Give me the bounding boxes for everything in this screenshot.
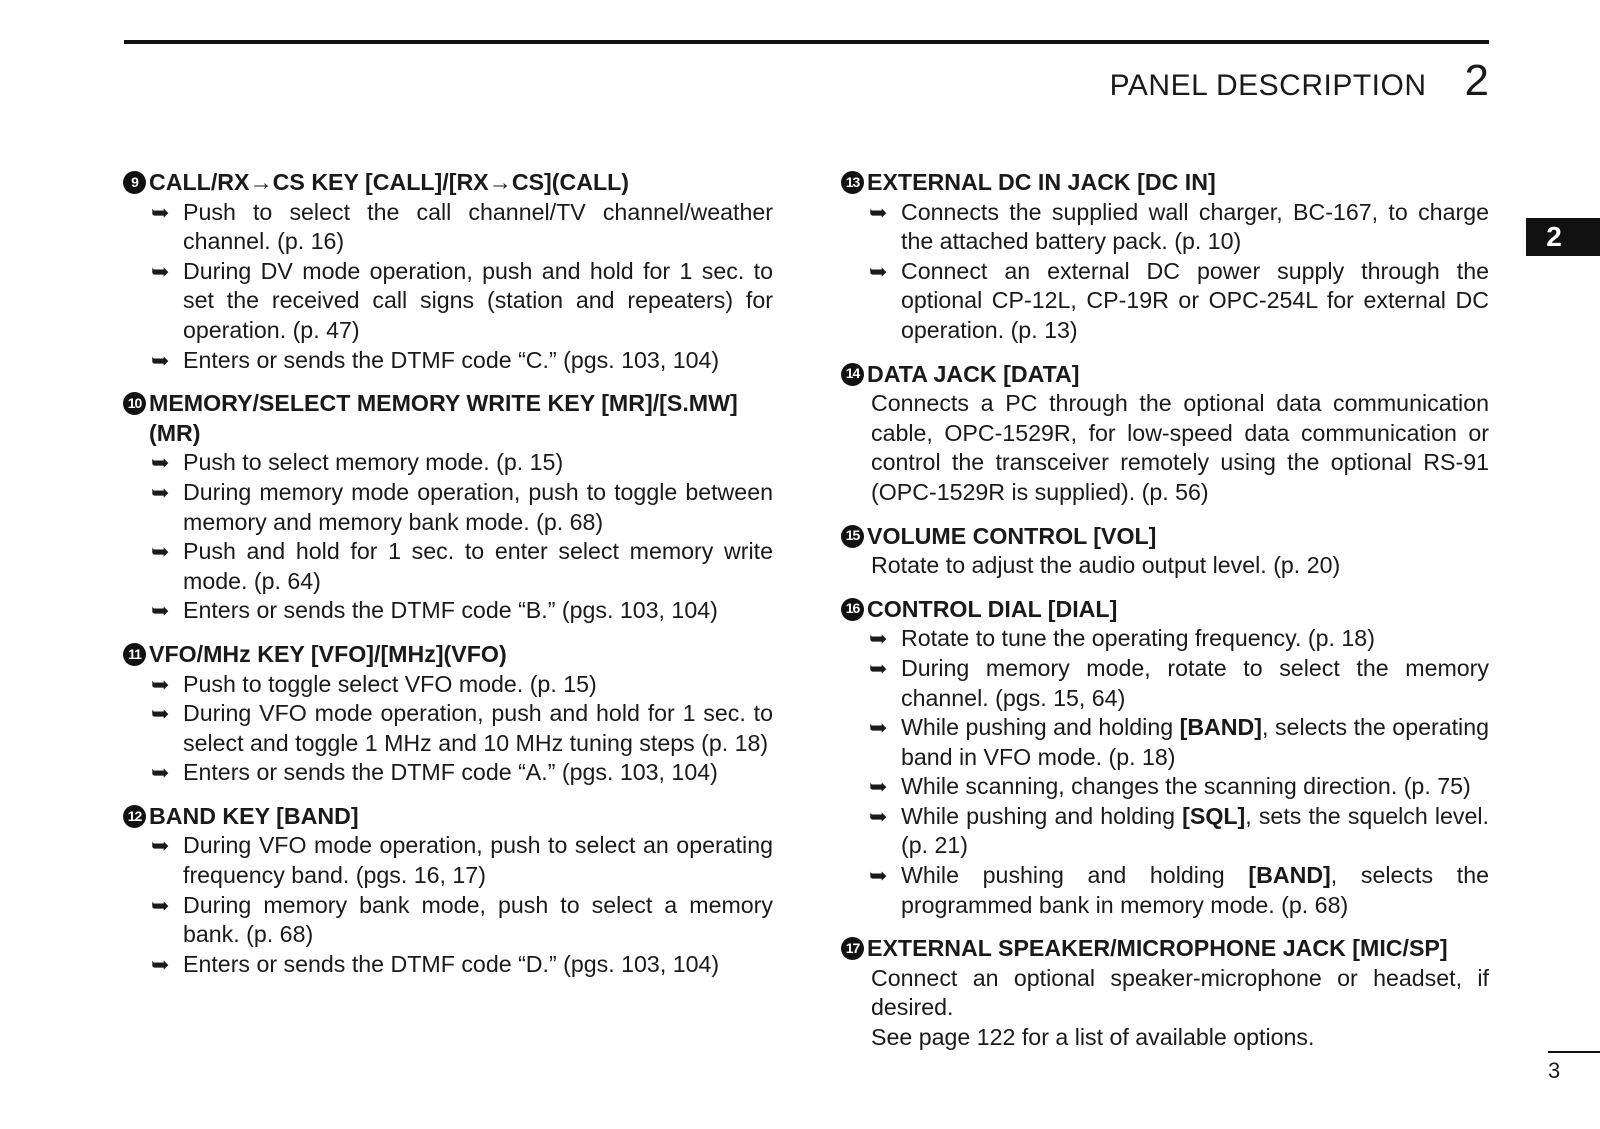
item-number-badge: 13	[841, 171, 864, 194]
bullet-item	[869, 861, 1489, 920]
right-arrow-icon: ➥	[151, 833, 170, 859]
body-paragraph: Rotate to adjust the audio output level. (p. 20)	[871, 552, 1341, 579]
section-heading	[123, 802, 773, 832]
bullet-item	[869, 802, 1489, 861]
section-13	[841, 168, 1489, 346]
right-arrow-icon: ➥	[151, 199, 170, 225]
right-arrow-icon: ➥	[151, 598, 170, 624]
right-column	[841, 168, 1489, 1067]
bullet-text	[901, 654, 1489, 713]
bullet-text: During VFO mode operation, push to select an operating frequency band. (pgs. 16, 17)	[183, 832, 773, 889]
bullet-text: Push to toggle select VFO mode. (p. 15)	[183, 670, 597, 697]
bullet-text: Enters or sends the DTMF code “C.” (pgs. 103, 104)	[183, 346, 720, 373]
right-arrow-icon: ➥	[151, 347, 170, 373]
right-arrow-icon: ➥	[869, 863, 888, 889]
right-arrow-icon: ➥	[151, 539, 170, 565]
left-column	[123, 168, 773, 993]
bullet-text: Enters or sends the DTMF code “B.” (pgs. 103, 104)	[183, 597, 718, 624]
section-heading	[841, 934, 1489, 964]
right-arrow-icon: ➥	[869, 774, 888, 800]
body-paragraph: Connects a PC through the optional data communication cable, OPC-1529R, for low-speed data communication or control the transceiver remotely using the optional RS-91 (OPC-1529R is supplied). (p. 56)	[871, 390, 1489, 505]
section-body	[841, 551, 1489, 581]
bullet-item	[869, 198, 1489, 257]
section-title: CONTROL DIAL [DIAL]	[867, 595, 1118, 622]
header-title: PANEL DESCRIPTION	[1109, 69, 1427, 102]
bullet-list	[841, 624, 1489, 920]
right-arrow-icon: ➥	[151, 892, 170, 918]
section-title: BAND KEY [BAND]	[149, 802, 359, 829]
section-title: VFO/MHz KEY [VFO]/[MHz](VFO)	[149, 640, 507, 667]
bullet-list	[123, 448, 773, 626]
section-title: DATA JACK [DATA]	[867, 360, 1080, 387]
page-number: 3	[1548, 1058, 1561, 1083]
bullet-text-part: Rotate to tune the operating frequency. (p. 18)	[901, 625, 1375, 652]
item-number-badge: 11	[123, 643, 146, 666]
right-arrow-icon: ➥	[869, 715, 888, 741]
bullet-text: Push to select memory mode. (p. 15)	[183, 449, 564, 476]
section-17	[841, 934, 1489, 1052]
right-arrow-icon: ➥	[151, 951, 170, 977]
bullet-text-part: , selects the operating band in VFO mode. (p. 18)	[901, 714, 1489, 770]
bullet-item	[151, 257, 773, 346]
item-number-badge: 17	[841, 937, 864, 960]
bullet-item	[151, 699, 773, 758]
bullet-item	[151, 596, 773, 626]
right-arrow-icon: ➥	[869, 655, 888, 681]
section-title: MEMORY/SELECT MEMORY WRITE KEY [MR]/[S.MW](MR)	[149, 390, 738, 446]
bullet-item	[151, 831, 773, 890]
bullet-text	[901, 802, 1489, 861]
right-arrow-icon: ➥	[151, 701, 170, 727]
item-number-badge: 12	[123, 805, 146, 828]
section-heading	[123, 640, 773, 670]
bullet-text-part: During memory mode, rotate to select the memory channel. (pgs. 15, 64)	[901, 654, 1489, 711]
bullet-item	[151, 537, 773, 596]
right-arrow-icon: ➥	[151, 450, 170, 476]
bullet-item	[869, 624, 1489, 654]
section-16	[841, 595, 1489, 921]
section-title: VOLUME CONTROL [VOL]	[867, 522, 1157, 549]
bullet-item	[151, 891, 773, 950]
bullet-text: During memory bank mode, push to select a memory bank. (p. 68)	[183, 891, 773, 948]
bullet-text	[901, 772, 1489, 802]
bullet-text-part: , sets the squelch level. (p. 21)	[901, 802, 1489, 859]
bullet-text-part: While pushing and holding	[901, 802, 1183, 829]
right-arrow-icon: ➥	[151, 258, 170, 284]
bullet-text: Push to select the call channel/TV channel/weather channel. (p. 16)	[183, 198, 773, 255]
section-9	[123, 168, 773, 375]
key-name: [BAND]	[1179, 714, 1263, 741]
bullet-item	[869, 713, 1489, 772]
bullet-list	[123, 198, 773, 376]
bullet-text: Enters or sends the DTMF code “A.” (pgs. 103, 104)	[183, 759, 718, 786]
bullet-item	[869, 654, 1489, 713]
chapter-tab: 2	[1526, 218, 1600, 256]
right-arrow-icon: ➥	[869, 803, 888, 829]
bullet-item	[151, 478, 773, 537]
right-arrow-icon: ➥	[151, 479, 170, 505]
bullet-text: During VFO mode operation, push and hold for 1 sec. to select and toggle 1 MHz and 10 MHz tuning steps (p. 18)	[183, 700, 773, 756]
section-14	[841, 360, 1489, 508]
bullet-text: Connect an external DC power supply through the optional CP-12L, CP-19R or OPC-254L for external DC operation. (p. 13)	[901, 257, 1489, 343]
item-number-badge: 15	[841, 525, 864, 548]
bullet-text: Push and hold for 1 sec. to enter select memory write mode. (p. 64)	[183, 538, 773, 594]
section-title: CALL/RX→CS KEY [CALL]/[RX→CS](CALL)	[149, 169, 630, 195]
section-12	[123, 802, 773, 980]
right-arrow-icon: ➥	[151, 671, 170, 697]
bullet-item	[151, 758, 773, 788]
bullet-text	[901, 861, 1489, 920]
key-name: [BAND]	[1248, 862, 1331, 889]
body-paragraph: Connect an optional speaker-microphone or headset, if desired.	[871, 964, 1489, 1021]
section-heading	[841, 168, 1489, 198]
right-arrow-icon: ➥	[869, 626, 888, 652]
section-title: EXTERNAL SPEAKER/MICROPHONE JACK [MIC/SP]	[867, 935, 1448, 962]
section-title: EXTERNAL DC IN JACK [DC IN]	[867, 169, 1216, 195]
bullet-text	[901, 713, 1489, 772]
bullet-item	[151, 198, 773, 257]
bullet-item	[151, 950, 773, 980]
bullet-item	[151, 448, 773, 478]
bullet-list	[123, 831, 773, 979]
page-header	[1110, 56, 1489, 106]
section-heading	[123, 168, 773, 198]
bullet-text	[901, 624, 1489, 654]
bullet-text: During DV mode operation, push and hold for 1 sec. to set the received call signs (station and repeaters) for operation. (p. 47)	[183, 257, 773, 343]
bullet-item	[151, 670, 773, 700]
bullet-text: During memory mode operation, push to toggle between memory and memory bank mode. (p. 68)	[183, 478, 773, 535]
bullet-item	[869, 772, 1489, 802]
bullet-text: Connects the supplied wall charger, BC-167, to charge the attached battery pack. (p. 10)	[901, 198, 1489, 255]
bullet-item	[869, 257, 1489, 346]
top-rule	[124, 40, 1489, 44]
bullet-list	[841, 198, 1489, 346]
chapter-number: 2	[1464, 56, 1489, 105]
right-arrow-icon: ➥	[151, 760, 170, 786]
item-number-badge: 9	[123, 171, 146, 194]
bullet-text-part: While pushing and holding	[901, 862, 1249, 889]
right-arrow-icon: ➥	[869, 258, 888, 284]
bullet-text: Enters or sends the DTMF code “D.” (pgs. 103, 104)	[183, 950, 720, 977]
section-11	[123, 640, 773, 788]
body-paragraph: See page 122 for a list of available options.	[871, 1024, 1315, 1051]
page-number-rule	[1548, 1051, 1600, 1053]
section-body	[841, 964, 1489, 1053]
item-number-badge: 10	[123, 392, 146, 415]
bullet-text-part: While pushing and holding	[901, 714, 1180, 741]
bullet-text-part: , selects the programmed bank in memory mode. (p. 68)	[901, 862, 1489, 918]
key-name: [SQL]	[1182, 802, 1246, 829]
section-heading	[841, 595, 1489, 625]
section-10	[123, 389, 773, 626]
bullet-item	[151, 346, 773, 376]
bullet-list	[123, 670, 773, 788]
section-body	[841, 389, 1489, 507]
bullet-text-part: While scanning, changes the scanning direction. (p. 75)	[901, 773, 1471, 800]
section-heading	[841, 360, 1489, 390]
section-15	[841, 522, 1489, 581]
section-heading	[841, 522, 1489, 552]
section-heading	[123, 389, 773, 448]
right-arrow-icon: ➥	[869, 199, 888, 225]
item-number-badge: 14	[841, 363, 864, 386]
item-number-badge: 16	[841, 598, 864, 621]
